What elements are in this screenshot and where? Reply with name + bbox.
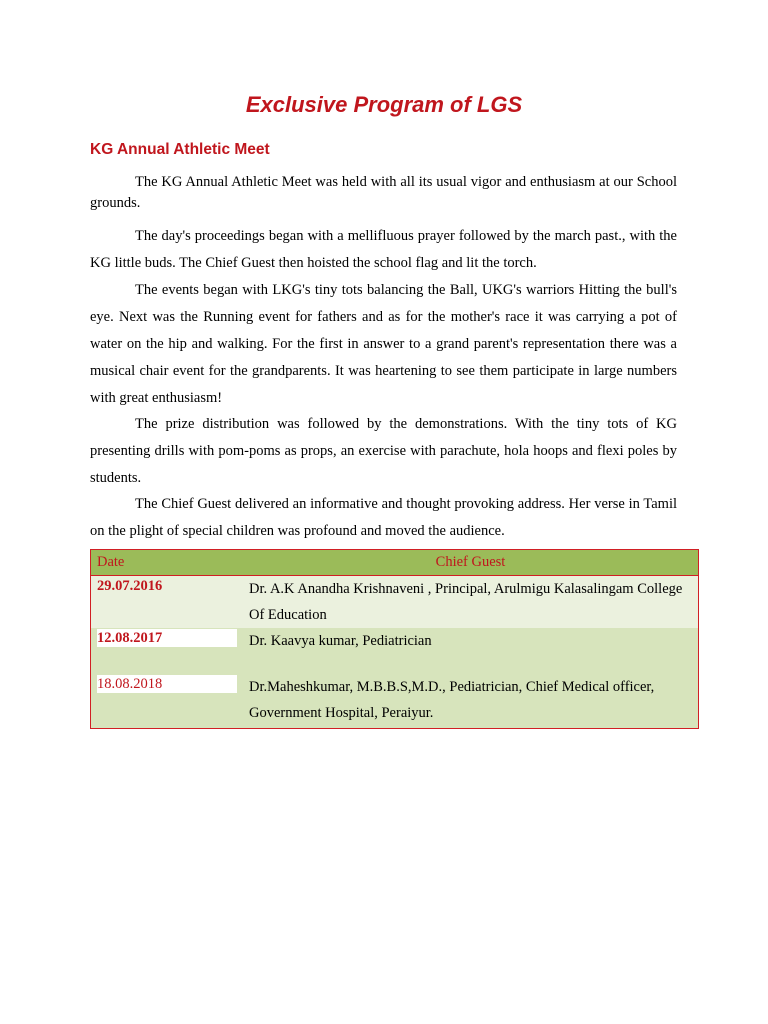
chief-guest-table [90, 549, 699, 729]
date-cell [91, 576, 244, 629]
table-header-row [91, 550, 699, 576]
guest-cell: Dr.Maheshkumar, M.B.B.S,M.D., Pediatrician, Chief Medical officer, Government Hospital, Peraiyur. [243, 674, 699, 729]
paragraph: The day's proceedings began with a mellifluous prayer followed by the march past., with the KG little buds. The Chief Guest then hoisted the school flag and lit the torch. [90, 228, 677, 271]
date-value: 12.08.2017 [97, 629, 237, 647]
paragraph: The prize distribution was followed by the demonstrations. With the tiny tots of KG presenting drills with pom-poms as props, an exercise with parachute, hola hoops and flexi poles by students. [90, 416, 677, 486]
date-value: 29.07.2016 [97, 578, 163, 594]
date-value: 18.08.2018 [97, 675, 237, 693]
section-heading: KG Annual Athletic Meet [90, 141, 270, 158]
date-cell [91, 628, 244, 674]
date-column-header: Date [91, 550, 244, 576]
guest-cell: Dr. A.K Anandha Krishnaveni , Principal, Arulmigu Kalasalingam College Of Education [243, 576, 699, 629]
document-title: Exclusive Program of LGS [245, 92, 523, 117]
table-row [91, 628, 699, 674]
paragraph: The events began with LKG's tiny tots balancing the Ball, UKG's warriors Hitting the bull's eye. Next was the Running event for fathers and as for the mother's race it was carrying a pot of water on the hip and walking. For the first in answer to a grand parent's representation there was a musical chair event for the grandparents. It was heartening to see them participate in large numbers with great enthusiasm! [90, 282, 677, 406]
guest-cell: Dr. Kaavya kumar, Pediatrician [243, 628, 699, 674]
table-row [91, 674, 699, 729]
paragraph: The KG Annual Athletic Meet was held with all its usual vigor and enthusiasm at our School grounds. [90, 174, 677, 211]
table-row [91, 576, 699, 629]
date-cell [91, 674, 244, 729]
paragraph: The Chief Guest delivered an informative and thought provoking address. Her verse in Tamil on the plight of special children was profound and moved the audience. [90, 496, 677, 539]
chief-guest-column-header: Chief Guest [243, 550, 699, 576]
